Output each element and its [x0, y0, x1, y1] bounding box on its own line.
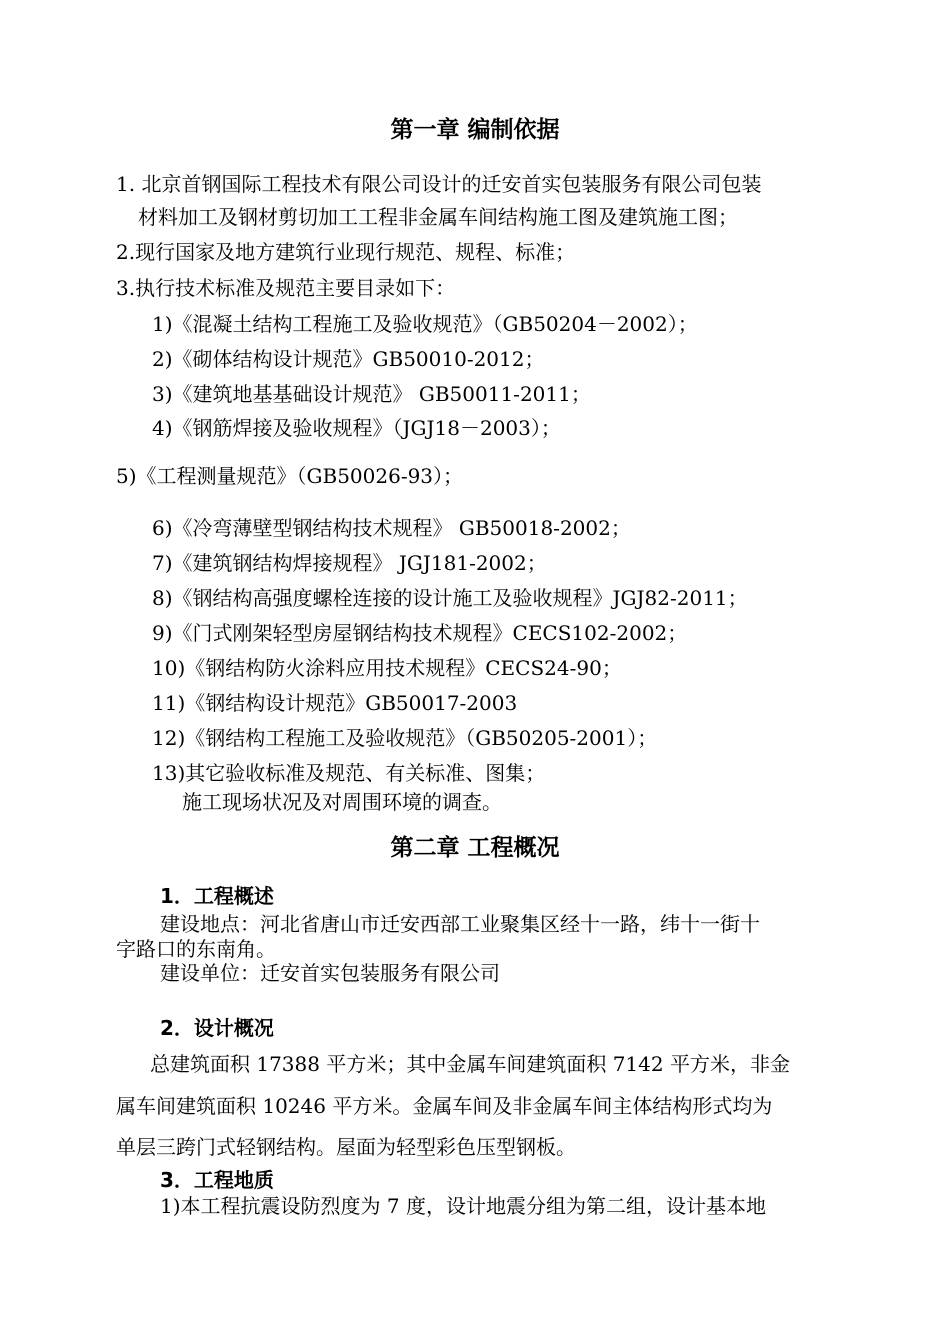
basis-item-1-line-2: 材料加工及钢材剪切加工工程非金属车间结构施工图及建筑施工图；	[138, 205, 738, 229]
standard-item-11: 11)《钢结构设计规范》GB50017-2003	[152, 691, 518, 715]
standard-item-12: 12)《钢结构工程施工及验收规范》（GB50205-2001）；	[152, 726, 658, 750]
chapter-1-title: 第一章 编制依据	[390, 117, 560, 143]
standard-item-13: 13)其它验收标准及规范、有关标准、图集；	[152, 761, 546, 785]
location-line-1: 建设地点：河北省唐山市迁安西部工业聚集区经十一路，纬十一街十	[160, 912, 760, 936]
standard-item-9: 9)《门式刚架轻型房屋钢结构技术规程》CECS102-2002；	[152, 621, 688, 645]
basis-item-3: 3.执行技术标准及规范主要目录如下：	[116, 276, 456, 300]
standard-item-2: 2)《砌体结构设计规范》GB50010-2012；	[152, 347, 545, 371]
standard-item-1: 1)《混凝土结构工程施工及验收规范》（GB50204－2002）；	[152, 312, 698, 336]
standard-item-8: 8)《钢结构高强度螺栓连接的设计施工及验收规程》JGJ82-2011；	[152, 586, 748, 610]
standard-item-4: 4)《钢筋焊接及验收规程》（JGJ18－2003）；	[152, 416, 561, 440]
design-line-3: 单层三跨门式轻钢结构。屋面为轻型彩色压型钢板。	[116, 1135, 576, 1159]
standard-item-7: 7)《建筑钢结构焊接规程》 JGJ181-2002；	[152, 551, 547, 575]
standard-item-10: 10)《钢结构防火涂料应用技术规程》CECS24-90；	[152, 656, 622, 680]
standard-item-5: 5)《工程测量规范》（GB50026-93）；	[116, 464, 464, 488]
section-1-heading: 1．工程概述	[160, 884, 274, 908]
owner-line: 建设单位：迁安首实包装服务有限公司	[160, 961, 500, 985]
standard-item-3: 3)《建筑地基基础设计规范》 GB50011-2011；	[152, 382, 591, 406]
site-survey-line: 施工现场状况及对周围环境的调查。	[182, 790, 502, 814]
section-3-heading: 3．工程地质	[160, 1168, 274, 1192]
section-2-heading: 2．设计概况	[160, 1016, 274, 1040]
geology-line-1: 1)本工程抗震设防烈度为 7 度，设计地震分组为第二组，设计基本地	[160, 1194, 766, 1218]
basis-item-1-line-1: 1. 北京首钢国际工程技术有限公司设计的迁安首实包装服务有限公司包装	[116, 172, 762, 196]
design-line-2: 属车间建筑面积 10246 平方米。金属车间及非金属车间主体结构形式均为	[116, 1094, 773, 1118]
standard-item-6: 6)《冷弯薄壁型钢结构技术规程》 GB50018-2002；	[152, 516, 631, 540]
chapter-2-title: 第二章 工程概况	[390, 835, 560, 861]
location-line-2: 字路口的东南角。	[116, 937, 276, 961]
basis-item-2: 2.现行国家及地方建筑行业现行规范、规程、标准；	[116, 240, 576, 264]
design-line-1: 总建筑面积 17388 平方米；其中金属车间建筑面积 7142 平方米，非金	[150, 1052, 790, 1076]
